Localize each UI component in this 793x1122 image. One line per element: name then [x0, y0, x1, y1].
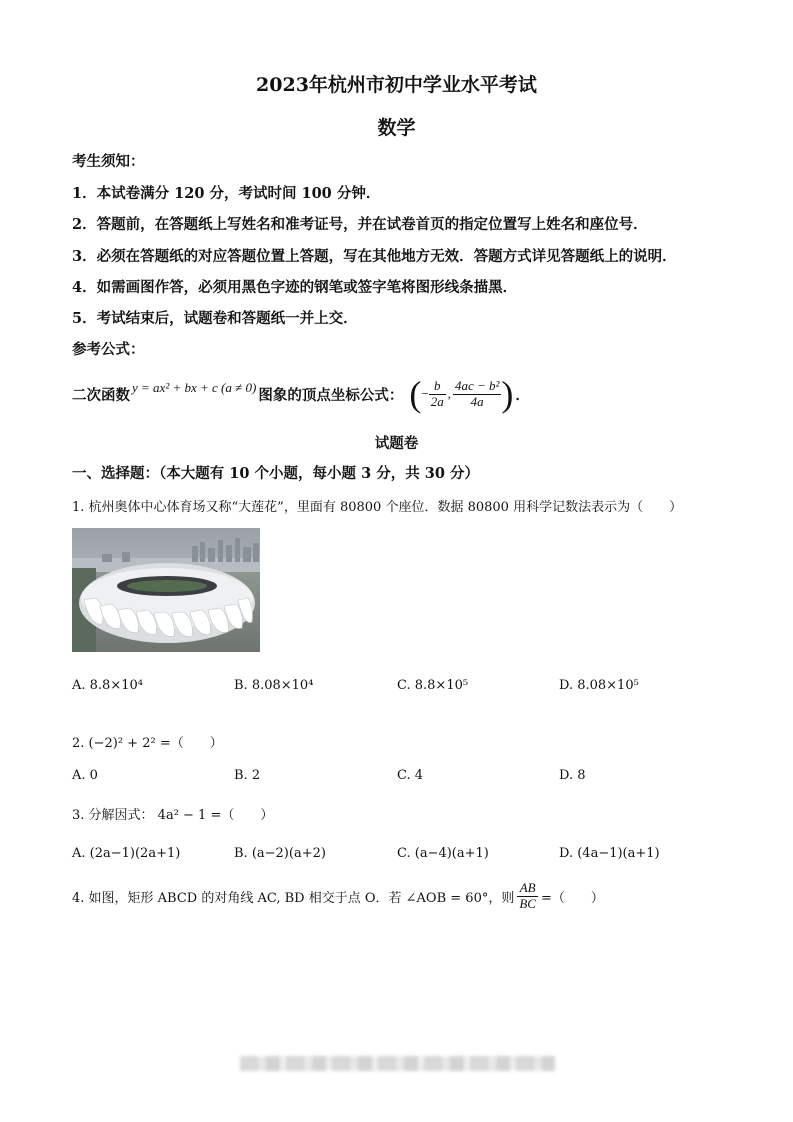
question-1-option-c: C. 8.8×10⁵: [397, 678, 469, 693]
notice-item-4: 4．如需画图作答，必须用黑色字迹的钢笔或签字笔将图形线条描黑．: [72, 279, 518, 296]
question-2-option-b: B. 2: [234, 768, 261, 783]
question-4-stem-part1: 4. 如图，矩形 ABCD 的对角线 AC, BD 相交于点 O．若 ∠AOB = 60°，则: [72, 890, 515, 906]
question-3-option-a: A. (2a−1)(2a+1): [72, 846, 181, 861]
subject-title: 数学: [377, 117, 416, 139]
notice-item-3: 3．必须在答题纸的对应答题位置上答题，写在其他地方无效．答题方式详见答题纸上的说明．: [72, 248, 677, 265]
question-3-stem: 3. 分解因式： 4a² − 1 =（ ）: [72, 808, 274, 823]
blurred-watermark: [240, 1056, 555, 1071]
question-1-option-d: D. 8.08×10⁵: [559, 678, 639, 693]
question-3-option-d: D. (4a−1)(a+1): [559, 846, 660, 861]
vertex-x-fraction: [429, 379, 446, 409]
formula-prefix: 二次函数: [72, 386, 130, 404]
question-2-option-d: D. 8: [559, 768, 586, 783]
question-4-fraction: [517, 881, 538, 911]
vertex-y-denominator: 4a: [470, 393, 484, 409]
notice-item-2: 2．答题前，在答题纸上写姓名和准考证号，并在试卷首页的指定位置写上姓名和座位号．: [72, 216, 648, 233]
question-4-fraction-denominator: BC: [519, 895, 536, 911]
exam-title: 2023年杭州市初中学业水平考试: [256, 74, 537, 96]
minus-sign: −: [421, 386, 429, 401]
notice-heading: 考生须知：: [72, 153, 145, 170]
question-1-stem: 1. 杭州奥体中心体育场又称“大莲花”，里面有 80800 个座位．数据 80800 用科学记数法表示为（ ）: [72, 500, 683, 515]
stadium-photo: [72, 528, 260, 652]
notice-item-1: 1．本试卷满分 120 分，考试时间 100 分钟．: [72, 185, 381, 202]
paper-label: 试题卷: [374, 435, 419, 452]
question-4-stem-part2: =（ ）: [540, 890, 604, 906]
vertex-y-numerator: 4ac − b²: [454, 378, 500, 394]
question-3-option-b: B. (a−2)(a+2): [234, 846, 326, 861]
quadratic-function: y = ax² + bx + c (a ≠ 0): [132, 380, 257, 395]
question-2-stem: 2. (−2)² + 2² =（ ）: [72, 736, 223, 751]
formula-heading: 参考公式：: [72, 341, 145, 358]
comma: ,: [447, 386, 451, 401]
vertex-coordinates: [409, 376, 513, 412]
question-2-option-c: C. 4: [397, 768, 424, 783]
question-1-option-a: A. 8.8×10⁴: [72, 678, 143, 693]
question-4-fraction-numerator: AB: [517, 881, 538, 896]
question-4-stem: [72, 878, 604, 914]
vertex-y-fraction: [453, 379, 501, 409]
vertex-formula-line: [72, 372, 530, 416]
notice-item-5: 5．考试结束后，试题卷和答题纸一并上交．: [72, 310, 358, 327]
vertex-x-denominator: 2a: [430, 393, 444, 409]
question-3-option-c: C. (a−4)(a+1): [397, 846, 489, 861]
close-paren: ): [501, 374, 514, 414]
open-paren: (: [409, 374, 422, 414]
question-2-option-a: A. 0: [72, 768, 98, 783]
formula-end: ．: [515, 386, 530, 404]
formula-middle: 图象的顶点坐标公式：: [258, 386, 404, 404]
vertex-x-numerator: b: [429, 379, 446, 394]
section-heading: 一、选择题：（本大题有 10 个小题，每小题 3 分，共 30 分）: [72, 465, 479, 482]
question-1-option-b: B. 8.08×10⁴: [234, 678, 314, 693]
